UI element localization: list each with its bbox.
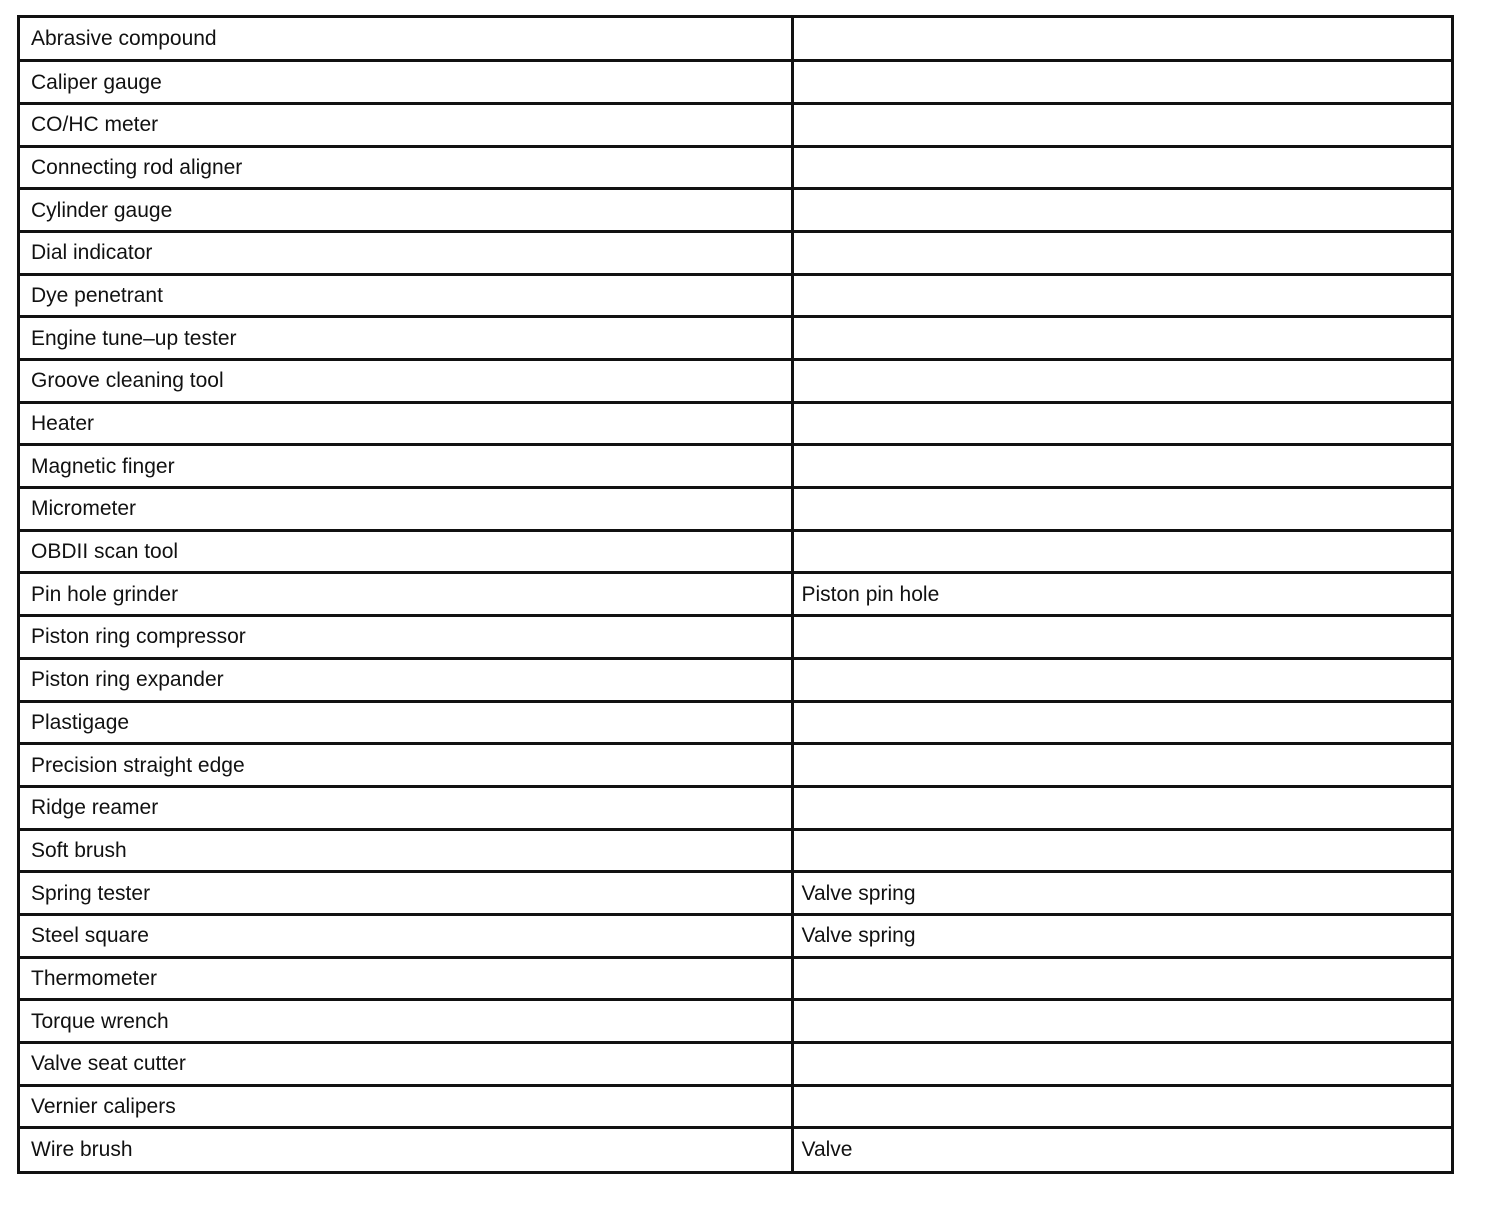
tool-name-cell: Dye penetrant: [20, 274, 792, 317]
tool-name-cell: Thermometer: [20, 957, 792, 1000]
table-row: [20, 146, 1451, 189]
tool-name-cell: Cylinder gauge: [20, 189, 792, 232]
tool-name-cell: Caliper gauge: [20, 61, 792, 104]
tool-name-cell: Wire brush: [20, 1128, 792, 1171]
tool-use-cell: [792, 957, 1451, 1000]
table-row: [20, 914, 1451, 957]
tool-use-cell: [792, 402, 1451, 445]
tool-use-cell: Piston pin hole: [792, 573, 1451, 616]
tool-name-cell: Soft brush: [20, 829, 792, 872]
tool-use-cell: [792, 1043, 1451, 1086]
table-row: [20, 786, 1451, 829]
table-row: [20, 530, 1451, 573]
table-row: [20, 658, 1451, 701]
table-row: [20, 274, 1451, 317]
tool-use-cell: [792, 18, 1451, 61]
tool-table-frame: [17, 15, 1454, 1174]
table-row: [20, 231, 1451, 274]
table-row: [20, 1000, 1451, 1043]
tool-use-cell: [792, 658, 1451, 701]
table-row: [20, 616, 1451, 659]
table-row: [20, 573, 1451, 616]
table-row: [20, 360, 1451, 403]
table-row: [20, 957, 1451, 1000]
table-row: [20, 744, 1451, 787]
tool-name-cell: Abrasive compound: [20, 18, 792, 61]
tool-name-cell: Vernier calipers: [20, 1085, 792, 1128]
table-row: [20, 445, 1451, 488]
table-row: [20, 103, 1451, 146]
tool-name-cell: Micrometer: [20, 488, 792, 531]
tool-use-cell: [792, 189, 1451, 232]
tool-use-cell: [792, 360, 1451, 403]
tool-use-cell: [792, 1000, 1451, 1043]
tool-use-cell: [792, 103, 1451, 146]
tool-use-cell: [792, 488, 1451, 531]
table-row: [20, 872, 1451, 915]
tool-name-cell: Piston ring expander: [20, 658, 792, 701]
tool-use-cell: Valve spring: [792, 872, 1451, 915]
tool-use-cell: [792, 530, 1451, 573]
tool-name-cell: Valve seat cutter: [20, 1043, 792, 1086]
tool-use-cell: [792, 317, 1451, 360]
tool-name-cell: Ridge reamer: [20, 786, 792, 829]
tool-name-cell: Dial indicator: [20, 231, 792, 274]
table-row: [20, 1043, 1451, 1086]
tool-use-cell: [792, 274, 1451, 317]
tool-name-cell: Spring tester: [20, 872, 792, 915]
tool-name-cell: Torque wrench: [20, 1000, 792, 1043]
table-row: [20, 701, 1451, 744]
tool-use-cell: [792, 829, 1451, 872]
table-row: [20, 1128, 1451, 1171]
tool-name-cell: Heater: [20, 402, 792, 445]
tool-use-cell: [792, 744, 1451, 787]
tool-name-cell: Pin hole grinder: [20, 573, 792, 616]
tool-name-cell: CO/HC meter: [20, 103, 792, 146]
tool-name-cell: Steel square: [20, 914, 792, 957]
tool-name-cell: Magnetic finger: [20, 445, 792, 488]
tool-name-cell: Groove cleaning tool: [20, 360, 792, 403]
tool-table: [20, 18, 1451, 1171]
tool-name-cell: Precision straight edge: [20, 744, 792, 787]
tool-use-cell: Valve spring: [792, 914, 1451, 957]
tool-use-cell: [792, 786, 1451, 829]
tool-name-cell: Piston ring compressor: [20, 616, 792, 659]
table-row: [20, 61, 1451, 104]
tool-name-cell: Plastigage: [20, 701, 792, 744]
table-row: [20, 829, 1451, 872]
table-row: [20, 189, 1451, 232]
table-row: [20, 402, 1451, 445]
tool-use-cell: [792, 231, 1451, 274]
tool-name-cell: Engine tune–up tester: [20, 317, 792, 360]
tool-use-cell: [792, 61, 1451, 104]
tool-use-cell: [792, 1085, 1451, 1128]
table-row: [20, 18, 1451, 61]
tool-use-cell: [792, 445, 1451, 488]
tool-table-body: [20, 18, 1451, 1171]
table-row: [20, 488, 1451, 531]
tool-name-cell: Connecting rod aligner: [20, 146, 792, 189]
table-row: [20, 1085, 1451, 1128]
tool-use-cell: [792, 146, 1451, 189]
tool-use-cell: [792, 701, 1451, 744]
tool-use-cell: [792, 616, 1451, 659]
table-row: [20, 317, 1451, 360]
tool-name-cell: OBDII scan tool: [20, 530, 792, 573]
tool-use-cell: Valve: [792, 1128, 1451, 1171]
